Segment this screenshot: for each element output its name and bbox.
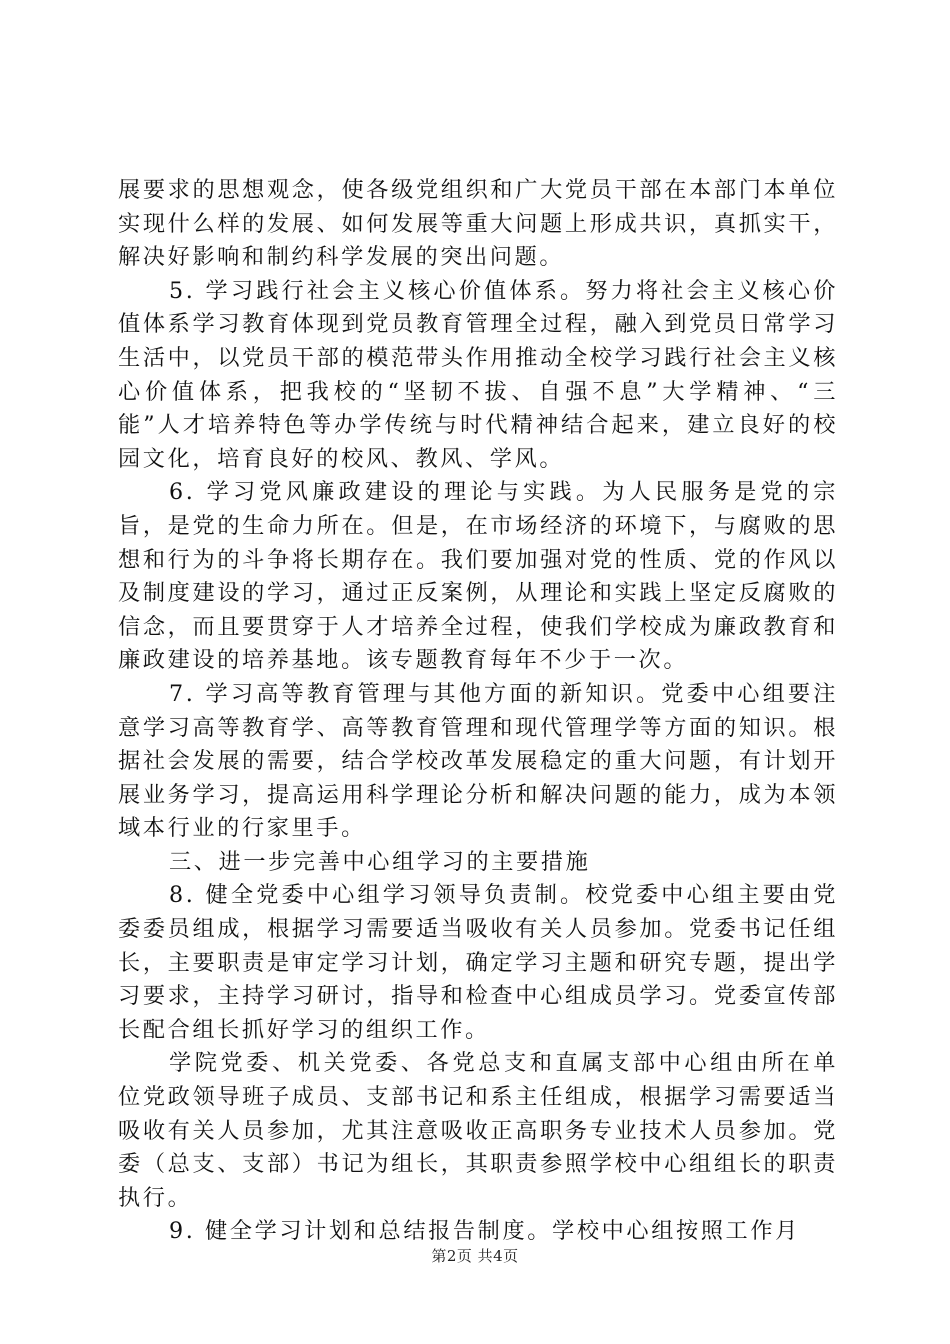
section-heading-3: 三、进一步完善中心组学习的主要措施 (169, 848, 591, 875)
document-body (118, 174, 838, 1249)
paragraph-item-5: 5. 学习践行社会主义核心价值体系。努力将社会主义核心价值体系学习教育体现到党员教育管理全过程，融入到党员日常学习生活中，以党员干部的模范带头作用推动全校学习践行社会主义核心价值体系，把我校的“坚韧不拔、自强不息”大学精神、“三能”人才培养特色等办学传统与时代精神结合起来，建立良好的校园文化，培育良好的校风、教风、学风。 (118, 277, 838, 472)
paragraph-item-8: 8. 健全党委中心组学习领导负责制。校党委中心组主要由党委委员组成，根据学习需要适当吸收有关人员参加。党委书记任组长，主要职责是审定学习计划，确定学习主题和研究专题，提出学习要求，主持学习研讨，指导和检查中心组成员学习。党委宣传部长配合组长抓好学习的组织工作。 (118, 882, 838, 1043)
paragraph-item-9: 9. 健全学习计划和总结报告制度。学校中心组按照工作月 (169, 1218, 800, 1245)
paragraph-college-groups: 学院党委、机关党委、各党总支和直属支部中心组由所在单位党政领导班子成员、支部书记和系主任组成，根据学习需要适当吸收有关人员参加，尤其注意吸收正高职务专业技术人员参加。党委（总支、支部）书记为组长，其职责参照学校中心组组长的职责执行。 (118, 1050, 838, 1211)
paragraph-continuation: 展要求的思想观念，使各级党组织和广大党员干部在本部门本单位实现什么样的发展、如何发展等重大问题上形成共识，真抓实干，解决好影响和制约科学发展的突出问题。 (118, 177, 838, 271)
paragraph-item-7: 7. 学习高等教育管理与其他方面的新知识。党委中心组要注意学习高等教育学、高等教育管理和现代管理学等方面的知识。根据社会发展的需要，结合学校改革发展稳定的重大问题，有计划开展业务学习，提高运用科学理论分析和解决问题的能力，成为本领域本行业的行家里手。 (118, 680, 838, 842)
paragraph-item-6: 6. 学习党风廉政建设的理论与实践。为人民服务是党的宗旨，是党的生命力所在。但是，在市场经济的环境下，与腐败的思想和行为的斗争将长期存在。我们要加强对党的性质、党的作风以及制度建设的学习，通过正反案例，从理论和实践上坚定反腐败的信念，而且要贯穿于人才培养全过程，使我们学校成为廉政教育和廉政建设的培养基地。该专题教育每年不少于一次。 (118, 479, 838, 674)
page-footer: 第2页 共4页 (431, 1247, 519, 1265)
